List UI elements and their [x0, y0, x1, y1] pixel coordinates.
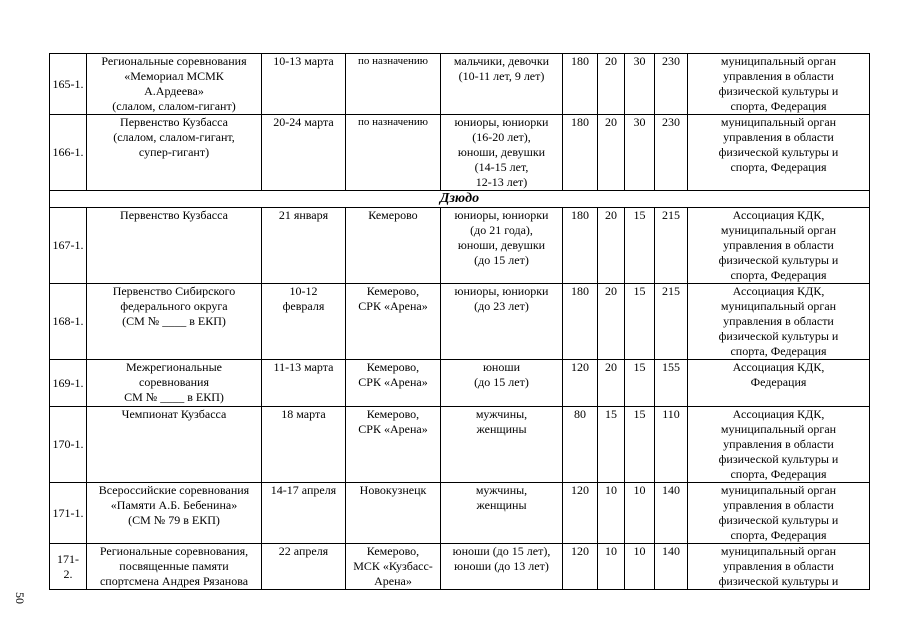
event-number: 168-1.	[50, 284, 87, 360]
event-organizer: муниципальный орган управления в области физической культуры и	[688, 544, 870, 590]
count-col-2: 20	[598, 115, 625, 191]
count-col-3: 15	[625, 208, 655, 284]
event-participants: мальчики, девочки (10-11 лет, 9 лет)	[441, 54, 563, 115]
count-col-1: 80	[563, 407, 598, 483]
count-col-1: 180	[563, 115, 598, 191]
count-col-2: 10	[598, 483, 625, 544]
count-col-1: 120	[563, 360, 598, 407]
event-venue: Кемерово, МСК «Кузбасс- Арена»	[346, 544, 441, 590]
event-participants: юноши (до 15 лет), юноши (до 13 лет)	[441, 544, 563, 590]
event-participants: мужчины, женщины	[441, 483, 563, 544]
event-dates: 21 января	[262, 208, 346, 284]
event-participants: юниоры, юниорки (до 23 лет)	[441, 284, 563, 360]
count-total: 230	[655, 54, 688, 115]
count-col-1: 120	[563, 544, 598, 590]
event-number: 166-1.	[50, 115, 87, 191]
event-dates: 20-24 марта	[262, 115, 346, 191]
count-col-3: 30	[625, 54, 655, 115]
event-row	[50, 544, 870, 590]
count-total: 155	[655, 360, 688, 407]
event-dates: 11-13 марта	[262, 360, 346, 407]
event-venue: Кемерово, СРК «Арена»	[346, 284, 441, 360]
event-row	[50, 407, 870, 483]
event-organizer: Ассоциация КДК, муниципальный орган управления в области физической культуры и спорта, Федерация	[688, 407, 870, 483]
count-total: 140	[655, 483, 688, 544]
event-venue: по назначению	[346, 115, 441, 191]
event-venue: по назначению	[346, 54, 441, 115]
event-name: Чемпионат Кузбасса	[87, 407, 262, 483]
count-total: 110	[655, 407, 688, 483]
event-number: 171-1.	[50, 483, 87, 544]
competition-schedule-table	[49, 53, 870, 590]
count-total: 215	[655, 208, 688, 284]
event-dates: 10-12 февраля	[262, 284, 346, 360]
event-name: Региональные соревнования «Мемориал МСМК А.Ардеева» (слалом, слалом-гигант)	[87, 54, 262, 115]
event-row	[50, 284, 870, 360]
count-col-3: 10	[625, 544, 655, 590]
count-col-3: 10	[625, 483, 655, 544]
event-number: 171- 2.	[50, 544, 87, 590]
event-venue: Новокузнецк	[346, 483, 441, 544]
event-row	[50, 54, 870, 115]
event-organizer: Ассоциация КДК, муниципальный орган управления в области физической культуры и спорта, Федерация	[688, 284, 870, 360]
sport-heading: Дзюдо	[50, 191, 870, 208]
count-col-3: 15	[625, 284, 655, 360]
count-col-3: 30	[625, 115, 655, 191]
event-dates: 22 апреля	[262, 544, 346, 590]
event-organizer: муниципальный орган управления в области физической культуры и спорта, Федерация	[688, 54, 870, 115]
count-col-1: 120	[563, 483, 598, 544]
count-total: 215	[655, 284, 688, 360]
count-col-2: 20	[598, 54, 625, 115]
event-organizer: Ассоциация КДК, муниципальный орган управления в области физической культуры и спорта, Федерация	[688, 208, 870, 284]
count-col-1: 180	[563, 284, 598, 360]
count-col-2: 20	[598, 360, 625, 407]
event-row	[50, 483, 870, 544]
count-col-3: 15	[625, 360, 655, 407]
page-number: 50	[13, 592, 27, 604]
event-venue: Кемерово	[346, 208, 441, 284]
event-row	[50, 115, 870, 191]
event-participants: юниоры, юниорки (до 21 года), юноши, девушки (до 15 лет)	[441, 208, 563, 284]
event-name: Первенство Кузбасса (слалом, слалом-гигант, супер-гигант)	[87, 115, 262, 191]
event-row	[50, 360, 870, 407]
event-name: Региональные соревнования, посвященные памяти спортсмена Андрея Рязанова	[87, 544, 262, 590]
event-organizer: муниципальный орган управления в области физической культуры и спорта, Федерация	[688, 483, 870, 544]
event-number: 169-1.	[50, 360, 87, 407]
count-col-3: 15	[625, 407, 655, 483]
event-name: Всероссийские соревнования «Памяти А.Б. Бебенина» (СМ № 79 в ЕКП)	[87, 483, 262, 544]
event-number: 170-1.	[50, 407, 87, 483]
event-organizer: Ассоциация КДК, Федерация	[688, 360, 870, 407]
count-col-2: 15	[598, 407, 625, 483]
event-venue: Кемерово, СРК «Арена»	[346, 407, 441, 483]
count-col-2: 20	[598, 208, 625, 284]
event-dates: 18 марта	[262, 407, 346, 483]
count-col-2: 20	[598, 284, 625, 360]
event-name: Первенство Кузбасса	[87, 208, 262, 284]
event-organizer: муниципальный орган управления в области физической культуры и спорта, Федерация	[688, 115, 870, 191]
event-dates: 10-13 марта	[262, 54, 346, 115]
event-number: 165-1.	[50, 54, 87, 115]
event-name: Первенство Сибирского федерального округа (СМ № ____ в ЕКП)	[87, 284, 262, 360]
event-participants: юниоры, юниорки (16-20 лет), юноши, девушки (14-15 лет, 12-13 лет)	[441, 115, 563, 191]
count-col-1: 180	[563, 208, 598, 284]
event-name: Межрегиональные соревнования СМ № ____ в ЕКП)	[87, 360, 262, 407]
count-col-2: 10	[598, 544, 625, 590]
event-dates: 14-17 апреля	[262, 483, 346, 544]
event-participants: юноши (до 15 лет)	[441, 360, 563, 407]
event-venue: Кемерово, СРК «Арена»	[346, 360, 441, 407]
count-total: 140	[655, 544, 688, 590]
schedule-body	[50, 54, 870, 590]
count-col-1: 180	[563, 54, 598, 115]
event-participants: мужчины, женщины	[441, 407, 563, 483]
event-number: 167-1.	[50, 208, 87, 284]
event-row	[50, 208, 870, 284]
sport-heading-row	[50, 191, 870, 208]
count-total: 230	[655, 115, 688, 191]
